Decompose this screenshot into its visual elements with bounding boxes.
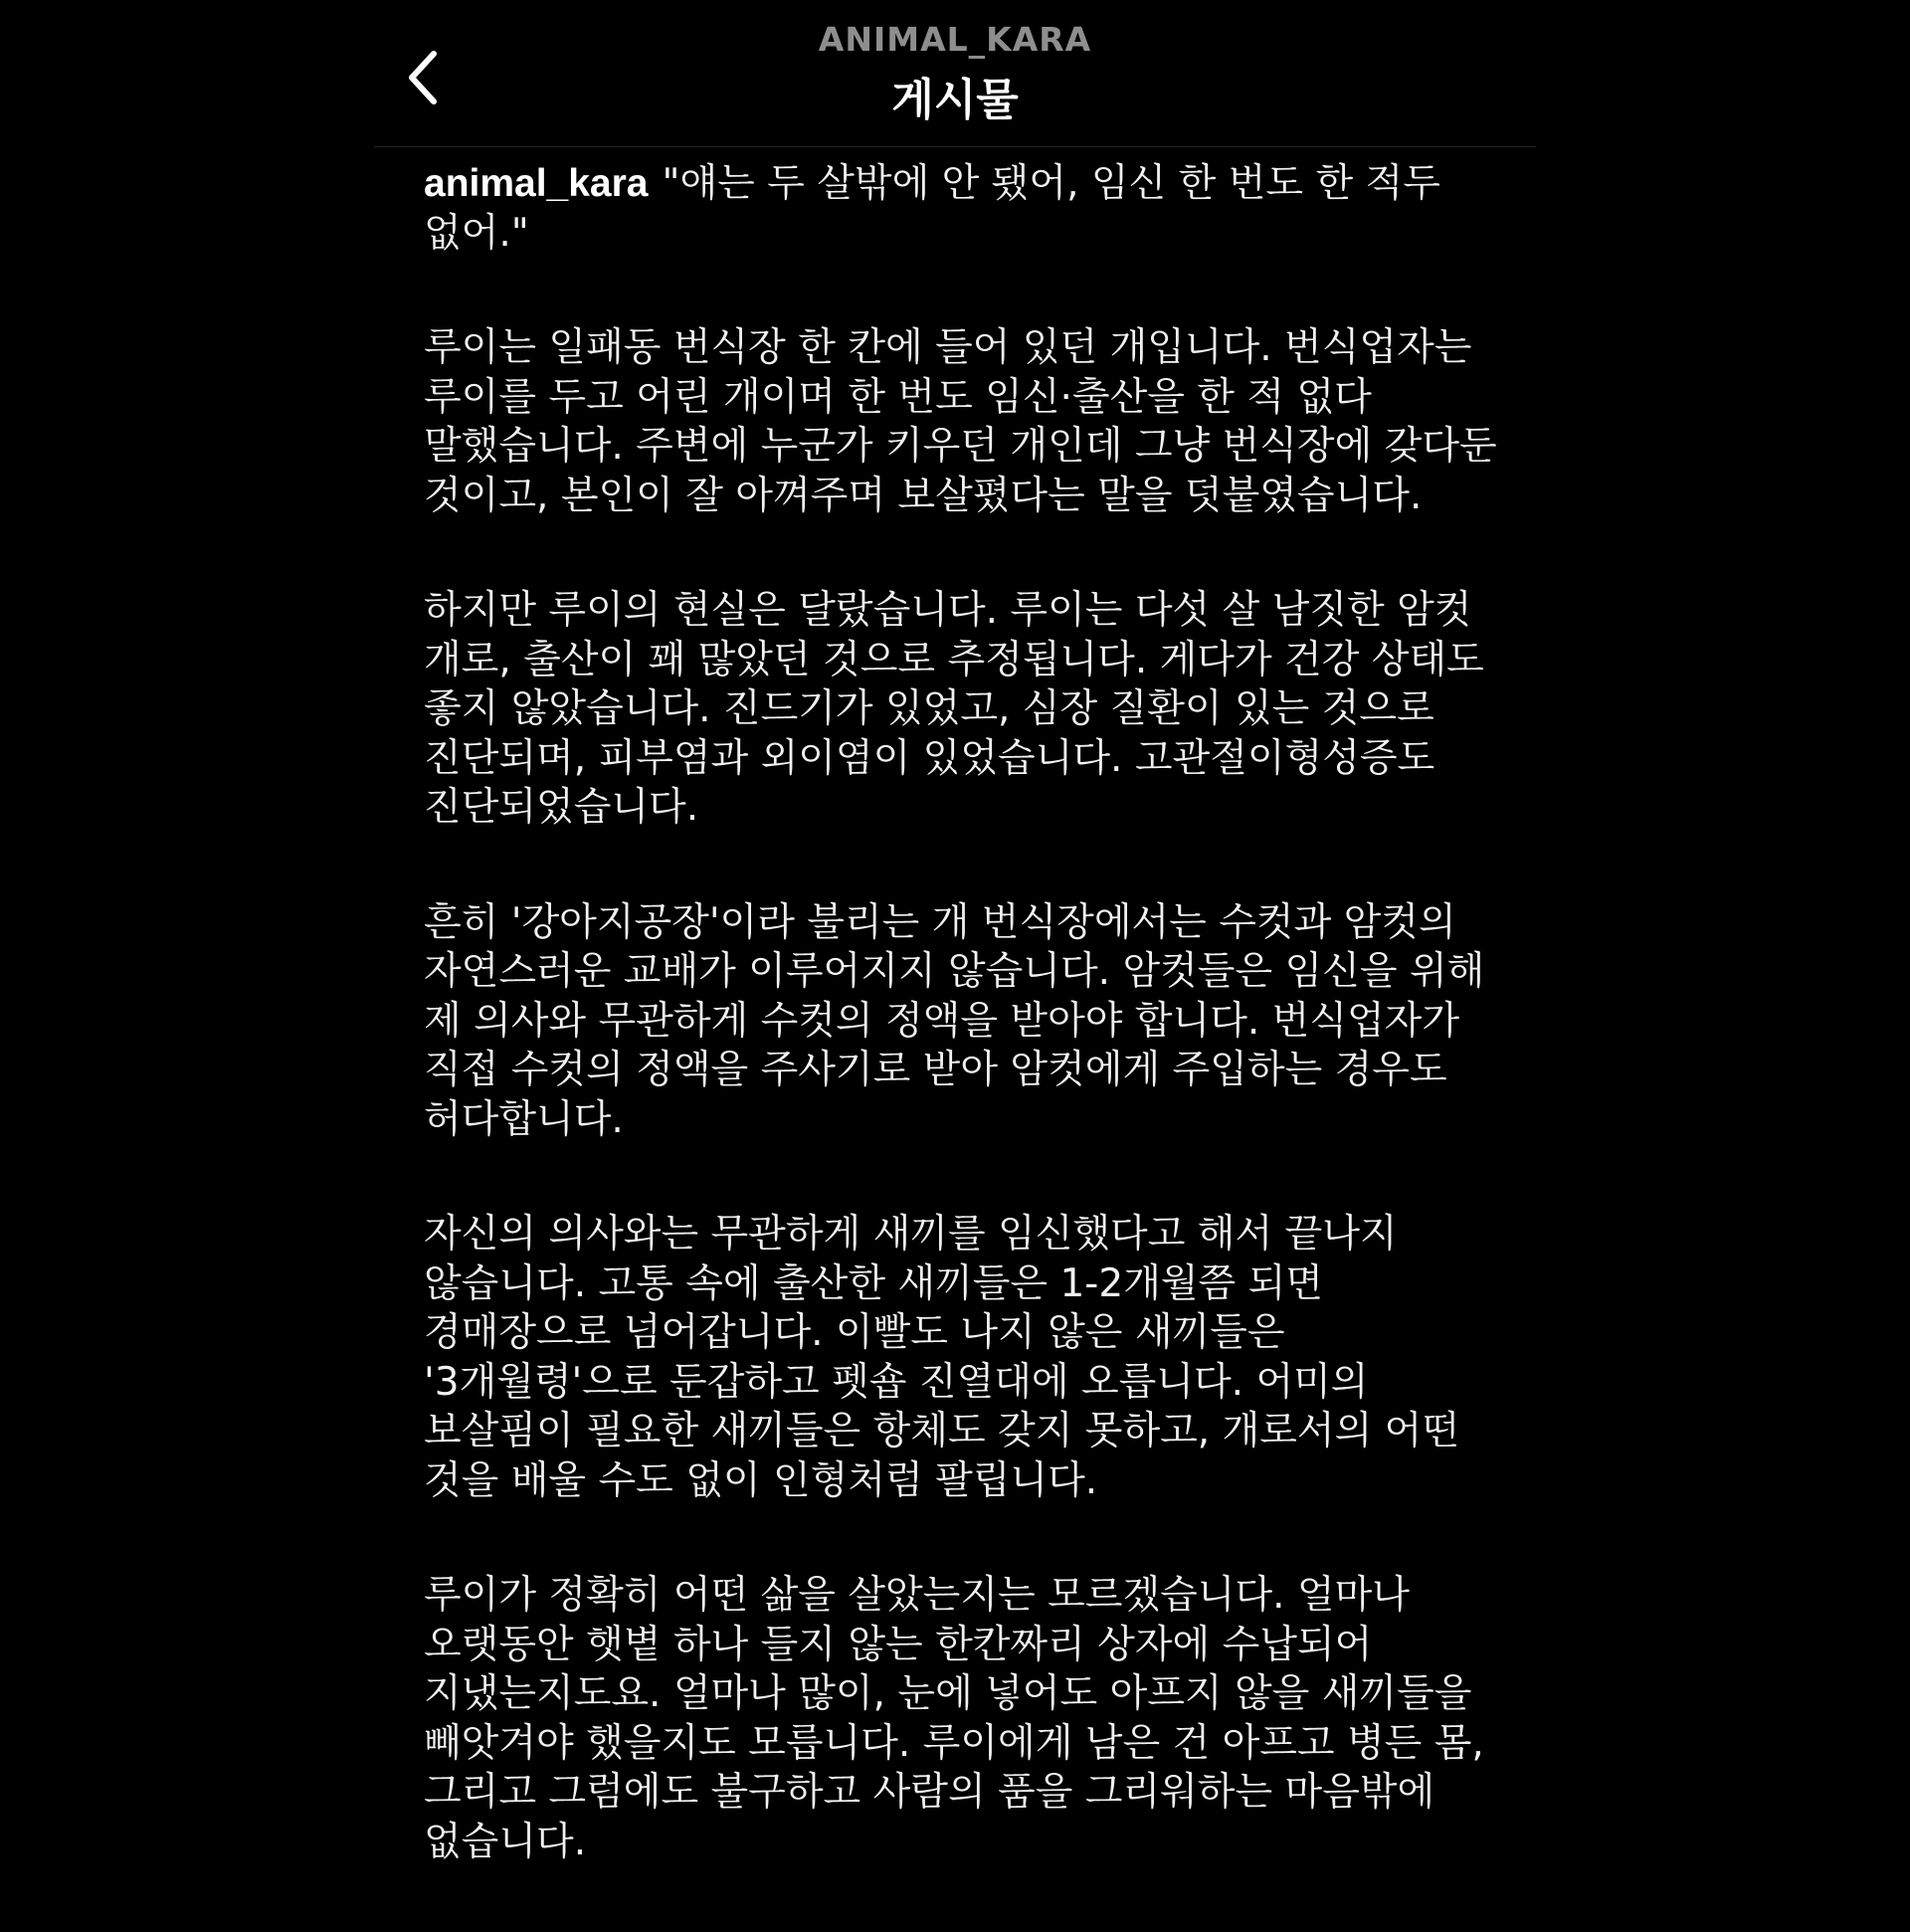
page-title: 게시물 [891,75,1019,125]
account-name: ANIMAL_KARA [818,20,1092,59]
username-link[interactable]: animal_kara [424,162,649,205]
caption-paragraph: 루이가 정확히 어떤 삶을 살았는지는 모르겠습니다. 얼마나 오랫동안 햇볕 하나 들지 않는 한칸짜리 상자에 수납되어 지냈는지도요. 얼마나 많이, 눈에 넣어도 아프지 않을 새끼들을 빼앗겨야 했을지도 모릅니다. 루이에게 남은 건 아프고 병든 몸, 그리고 그럼에도 불구하고 사람의 품을 그리워하는 마음밖에 없습니다. [424,1573,1484,1864]
caption-paragraph: 루이는 일패동 번식장 한 칸에 들어 있던 개입니다. 번식업자는 루이를 두고 어린 개이며 한 번도 임신·출산을 한 적 없다 말했습니다. 주변에 누군가 키우던 개인데 그냥 번식장에 갖다둔 것이고, 본인이 잘 아껴주며 보살폈다는 말을 덧붙였습니다. [424,325,1497,518]
post-screen [374,0,1536,1910]
caption-paragraph: 흔히 '강아지공장'이라 불리는 개 번식장에서는 수컷과 암컷의 자연스러운 교배가 이루어지지 않습니다. 암컷들은 임신을 위해 제 의사와 무관하게 수컷의 정액을 받아야 합니다. 번식업자가 직접 수컷의 정액을 주사기로 받아 암컷에게 주입하는 경우도 허다합니다. [424,899,1485,1142]
top-navigation-bar [374,0,1536,147]
post-caption [424,159,1498,1932]
caption-intro [424,159,1498,258]
caption-paragraph: 하지만 루이의 현실은 달랐습니다. 루이는 다섯 살 남짓한 암컷 개로, 출산이 꽤 많았던 것으로 추정됩니다. 게다가 건강 상태도 좋지 않았습니다. 진드기가 있었고, 심장 질환이 있는 것으로 진단되며, 피부염과 외이염이 있었습니다. 고관절이형성증도 진단되었습니다. [424,588,1484,830]
caption-quote: "얘는 두 살밖에 안 됐어, 임신 한 번도 한 적두 없어." [424,161,1440,256]
caption-paragraph: 자신의 의사와는 무관하게 새끼를 임신했다고 해서 끝나지 않습니다. 고통 속에 출산한 새끼들은 1-2개월쯤 되면 경매장으로 넘어갑니다. 이빨도 나지 않은 새끼들은 '3개월령'으로 둔갑하고 펫숍 진열대에 오릅니다. 어미의 보살핌이 필요한 새끼들은 항체도 갖지 못하고, 개로서의 어떤 것을 배울 수도 없이 인형처럼 팔립니다. [424,1212,1460,1503]
